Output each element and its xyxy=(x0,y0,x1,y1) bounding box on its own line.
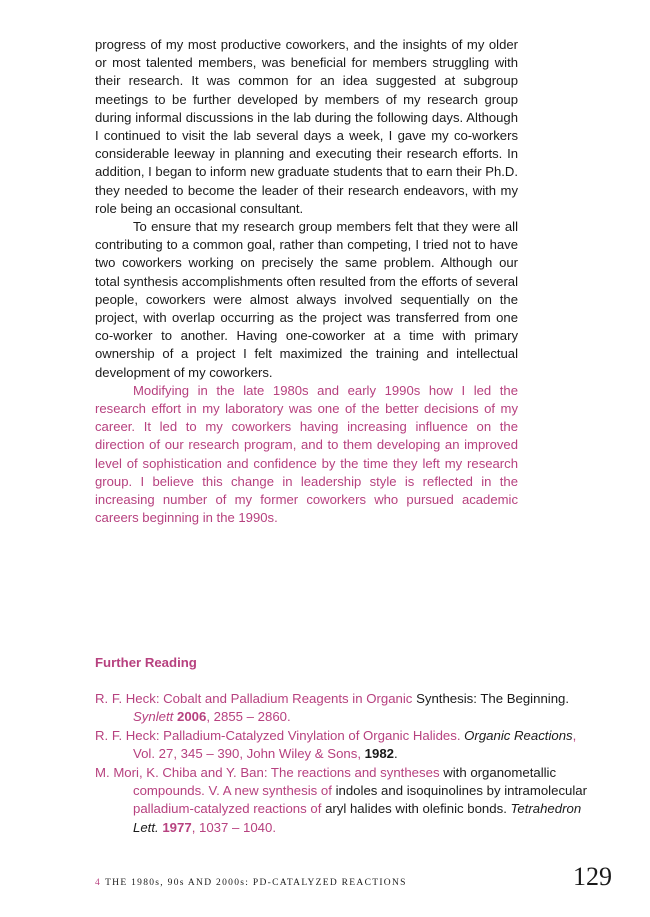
reference-year: 1977 xyxy=(162,819,192,835)
page-number: 129 xyxy=(573,862,612,891)
paragraph-1: progress of my most productive coworkers, and the insights of my older or most talented members, was beneficial for members struggling with their research. It was common for an idea suggested at subgroup meetings to be further developed by members of my research group during informal discussions in the lab during the following days. Although I continued to visit the lab several days a week, I gave my co-workers considerable leeway in planning and executing their research efforts. In addition, I began to inform new graduate students that to earn their Ph.D. they needed to become the leader of their research endeavors, with my role being an occasional consultant. xyxy=(95,37,518,216)
paragraph-2: To ensure that my research group members felt that they were all contributing to a common goal, rather than competing, I tried not to have two coworkers working on precisely the same problem. Although our total synthesis accomplishments often resulted from the efforts of several people, coworkers were almost always involved sequentially on the project, with overlap occurring as the project was transferred from one co-worker to another. Having one-coworker at a time with primary ownership of a project I felt maximized the training and intellectual development of my coworkers. xyxy=(95,219,518,380)
reference-journal: Organic Reactions xyxy=(464,727,573,743)
reference-punct: . xyxy=(394,746,398,762)
reference-year: 1982 xyxy=(364,746,395,762)
running-footer xyxy=(95,878,407,888)
body-text xyxy=(95,36,518,527)
reference-text: aryl halides with olefinic bonds. xyxy=(325,801,507,817)
reference-text: compounds. V. A new synthesis of xyxy=(133,783,336,799)
chapter-title: THE 1980s, 90s AND 2000s: PD-CATALYZED REACTIONS xyxy=(105,878,407,888)
reference-text: , Vol. 27, 345 – 390, John Wiley & Sons, xyxy=(133,727,577,762)
reference-pages: , 1037 – 1040. xyxy=(191,819,277,835)
chapter-number: 4 xyxy=(95,878,102,888)
reference-item xyxy=(95,764,600,838)
reference-text: M. Mori, K. Chiba and Y. Ban: The reactions and syntheses xyxy=(95,764,444,780)
reference-text: indoles and isoquinolines by intramolecular xyxy=(335,783,588,799)
reference-text: R. F. Heck: Cobalt and Palladium Reagents in Organic xyxy=(95,691,417,706)
paragraph-3: Modifying in the late 1980s and early 1990s how I led the research effort in my laboratory was one of the better decisions of my career. It led to my coworkers having increasing influence on the direction of our research program, and to them developing an improved level of sophistication and confidence by the time they left my research group. I believe this change in leadership style is reflected in the increasing number of my former coworkers who pursued academic careers beginning in the 1990s. xyxy=(95,382,518,526)
reference-list xyxy=(95,690,600,837)
reference-item xyxy=(95,727,600,764)
reference-pages: , 2855 – 2860. xyxy=(206,709,291,725)
reference-journal: Tetrahedron Lett. xyxy=(133,801,582,835)
reference-text: palladium-catalyzed reactions of xyxy=(133,801,326,817)
further-reading-heading: Further Reading xyxy=(95,655,197,670)
reference-text: with organometallic xyxy=(443,764,557,780)
reference-year: 2006 xyxy=(177,709,207,725)
reference-item xyxy=(95,690,600,727)
reference-text: R. F. Heck: Palladium-Catalyzed Vinylation of Organic Halides. xyxy=(95,727,465,743)
reference-journal: Synlett xyxy=(133,709,174,725)
reference-text: Synthesis: The Beginning. xyxy=(416,691,570,706)
